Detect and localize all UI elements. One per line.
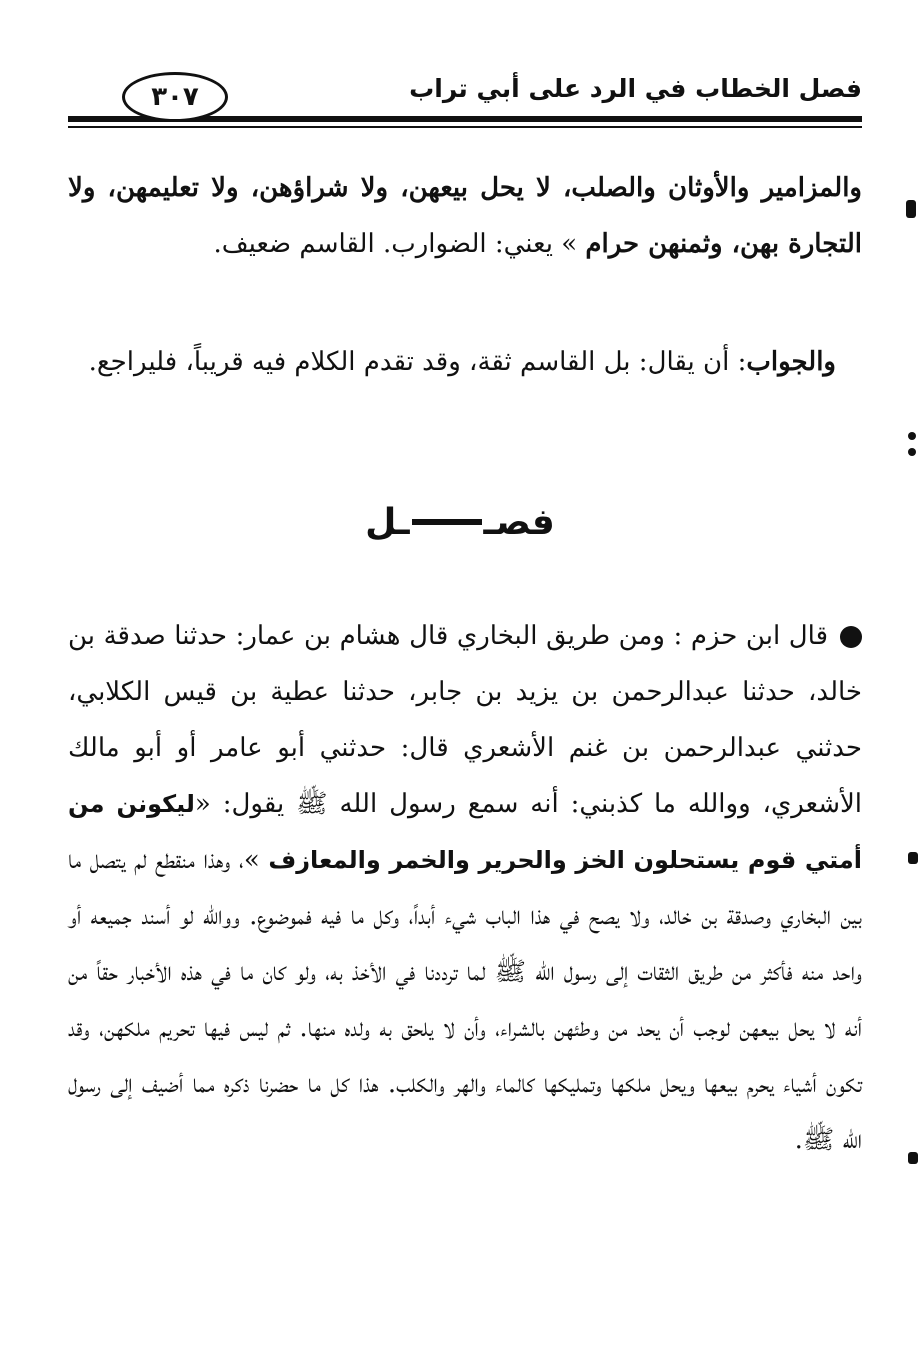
answer-label: والجواب xyxy=(746,347,836,377)
scan-edge-mark xyxy=(908,432,916,440)
section-heading xyxy=(0,502,920,543)
main-rest: ، وهذا منقطع لم يتصل ما بين البخاري وصدقة بن خالد، ولا يصح في هذا الباب شيء أبداً، وكل ما فيه فموضوع. ووالله لو أسند جميعه أو واحد منه فأكثر من طريق الثقات إلى رسول الله ﷺ لما ترددنا في الأخذ به، ولو كان ما في هذه الأخبار حقاً من أنه لا يحل بيعهن لوجب أن يحد من وطئهن بالشراء، وأن لا يلحق به ولده منها. ثم ليس فيها تحريم ملكهن، وقد تكون أشياء يحرم بيعها ويحل ملكها وتمليكها كالماء والهر والكلب. هذا كل ما حضرنا ذكره مما أضيف إلى رسول الله ﷺ. xyxy=(68,845,862,1155)
running-header-title: فصل الخطاب في الرد على أبي تراب xyxy=(409,74,862,103)
header-rule-thin xyxy=(68,126,862,128)
section-heading-start: فصـ xyxy=(483,502,555,543)
top-paragraph xyxy=(68,160,862,272)
hadith-quote: ليكونن من أمتي قوم يستحلون الخز والحرير والخمر والمعازف xyxy=(68,790,863,874)
scan-edge-mark xyxy=(906,200,916,218)
page-number: ٣٠٧ xyxy=(151,82,199,112)
answer-paragraph xyxy=(68,334,862,390)
scan-edge-mark xyxy=(908,1152,918,1164)
main-paragraph xyxy=(68,608,862,1168)
answer-text: : أن يقال: بل القاسم ثقة، وقد تقدم الكلام فيه قريباً، فليراجع. xyxy=(88,347,747,377)
quote-close-mark: » xyxy=(243,845,260,875)
scan-edge-mark xyxy=(908,852,918,864)
bullet-dot-icon xyxy=(840,626,862,648)
page-number-oval xyxy=(122,72,228,122)
quote-open-mark: « xyxy=(194,789,211,819)
section-heading-end: ـل xyxy=(365,502,410,543)
top-paragraph-bold: والمزامير والأوثان والصلب، لا يحل بيعهن، ولا شراؤهن، ولا تعليمهن، ولا التجارة بهن، وثمنهن حرام xyxy=(68,173,862,259)
scan-edge-mark xyxy=(908,448,916,456)
main-intro: قال ابن حزم : ومن طريق البخاري قال هشام بن عمار: حدثنا صدقة بن خالد، حدثنا عبدالرحمن بن يزيد بن جابر، حدثنا عطية بن قيس الكلابي، حدثني عبدالرحمن بن غنم الأشعري قال: حدثني أبو عامر أو أبو مالك الأشعري، ووالله ما كذبني: أنه سمع رسول الله ﷺ يقول: xyxy=(68,621,863,819)
heading-tatweel-stroke xyxy=(412,519,482,525)
top-paragraph-rest: » يعني: الضوارب. القاسم ضعيف. xyxy=(213,229,578,259)
